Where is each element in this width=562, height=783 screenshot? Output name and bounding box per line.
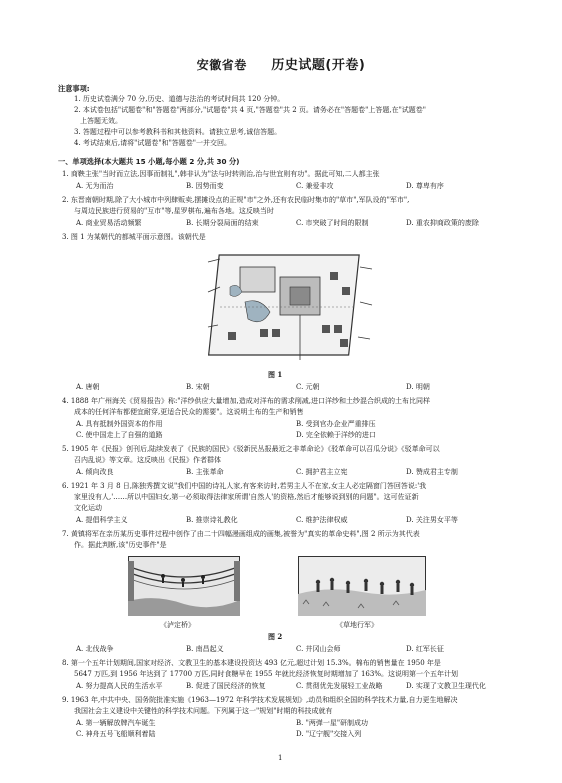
note-line: 3. 答题过程中可以参考教科书和其他资料。请独立思考,诚信答题。 [74,128,282,136]
option-a: A. 努力提高人民的生活水平 [76,682,163,690]
question-stem-cont: 召内乱说》等文章。这反映出《民报》作者群体 [74,456,221,464]
option-b: B. 长期分裂局面的结束 [186,219,259,227]
city-plan-figure [200,247,375,362]
option-d: D. 完全依赖于洋纱的进口 [296,431,376,439]
options-row [76,719,516,728]
option-a: A. 无为而治 [76,182,114,190]
question-stem-cont: 与周边民族进行贸易的"互市"等,星罗棋布,遍布各地。这反映当时 [74,207,274,215]
note-line: 4. 考试结束后,请将"试题卷"和"答题卷"一并交回。 [74,139,232,147]
option-a: A. 第一辆解放牌汽车诞生 [76,719,156,727]
option-d: D. 赞成君主专制 [406,468,458,476]
question-stem: 6. 1921 年 3 月 8 日,陈独秀撰文说"我们中国的诗礼人家,有客来访时,若男主人不在家,女主人必定隔窗门答回答说:'我 [62,482,427,490]
option-a: A. 倾向改良 [76,468,114,476]
option-c: C. 市突破了时间的限制 [296,219,369,227]
option-d: D. 重农抑商政策的废除 [406,219,479,227]
question-stem: 4. 1888 年广州海关《贸易报告》称:"洋纱供应大量增加,造成对洋布的需求削减,进口洋纱和土纱混合织成的土布比同样 [62,397,430,405]
option-a: A. 北伐战争 [76,645,114,653]
question-stem-cont: 文化运动 [74,504,102,512]
option-b: B. 受到官办企业严重排压 [296,420,376,428]
note-line: 上答题无效。 [80,117,122,125]
option-c: C. 兼爱非攻 [296,182,334,190]
luding-bridge-image [128,556,240,616]
note-line: 1. 历史试卷满分 70 分,历史、道德与法治的考试时间共 120 分钟。 [74,95,285,103]
options-row [76,682,516,691]
options-row [76,431,516,440]
option-b: B. 促进了国民经济的恢复 [186,682,266,690]
question-stem: 1. 商鞅主张"当时而立法,因事而制礼",韩非认为"法与时转则治,治与世宜则有功"。据此可知,二人都主张 [62,170,380,178]
option-d: D. 红军长征 [406,645,444,653]
question-stem: 8. 第一个五年计划期间,国家对经济、文教卫生的基本建设投资达 493 亿元,超过计划 15.3%。棉布的销售量在 1950 年是 [62,659,441,667]
question-stem: 3. 图 1 为某朝代的都城平面示意图。该朝代是 [62,233,206,241]
options-row [76,645,516,654]
note-line: 2. 本试卷包括"试题卷"和"答题卷"两部分,"试题卷"共 4 页,"答题卷"共 2 页。请务必在"答题卷"上答题,在"试题卷" [74,106,427,114]
option-b: B. 主张革命 [186,468,224,476]
subject-title: 历史试题(开卷) [271,58,366,73]
options-row [76,468,516,477]
option-c: C. 神舟五号飞船顺利着陆 [76,730,156,738]
options-row [76,182,516,191]
option-d: D. 尊卑有序 [406,182,444,190]
option-a: A. 唐朝 [76,383,100,391]
option-d: D. 明朝 [406,383,430,391]
question-stem-cont: 家里没有人,'……所以中国妇女,第一必须取得法律家所谓'自然人'的资格,然后才能够说到别的问题"。这可佐证新 [74,493,419,501]
option-b: B. "两弹一星"研制成功 [296,719,369,727]
option-b: B. 推崇诗礼教化 [186,516,238,524]
province-label: 安徽省卷 [196,58,247,72]
options-row [76,516,516,525]
options-row [76,420,516,429]
question-stem-cont: 作。据此判断,该"历史事件"是 [74,541,167,549]
option-c: C. 贯彻优先发展轻工业战略 [296,682,383,690]
option-b: B. 因势而变 [186,182,224,190]
figure-2-right-caption: 《草地行军》 [336,621,378,629]
figure-2-label: 图 2 [268,632,283,641]
option-c: C. 井冈山会师 [296,645,341,653]
option-c: C. 拥护君主立宪 [296,468,348,476]
exam-title [0,54,562,73]
section-heading: 一、单项选择(本大题共 15 小题,每小题 2 分,共 30 分) [58,157,240,166]
option-d: D. "辽宁舰"交接入列 [296,730,362,738]
options-row [76,219,516,228]
question-stem: 2. 东晋南朝时期,除了大小城市中列肆贩卖,摆摊设点的正规"市"之外,还有农民临时集市的"草市",军队设的"军市", [62,196,410,204]
question-stem-cont: 我国社会主义建设中关键性的科学技术问题。下列属于这一"规划"时期的科技成就有 [74,707,333,715]
question-stem: 9. 1963 年,中共中央、国务院批准实施《1963—1972 年科学技术发展规划》,动员和组织全国的科学技术力量,自力更生地解决 [62,696,458,704]
grassland-march-image [298,556,426,616]
question-stem: 5. 1905 年《民报》创刊后,陆续发表了《民族的国民》《驳新民丛报最近之非革命论》《驳革命可以召瓜分说》《驳革命可以 [62,445,440,453]
option-a: A. 具有抵制外国资本的作用 [76,420,163,428]
option-c: C. 使中国走上了自强的道路 [76,431,163,439]
notes-heading: 注意事项: [58,84,90,93]
option-b: B. 宋朝 [186,383,210,391]
question-stem: 7. 黄镇将军在亲历某历史事件过程中创作了由二十四幅漫画组成的画集,被誉为"真实的革命史料",图 2 所示为其代表 [62,530,420,538]
options-row [76,383,516,392]
question-stem-cont: 成本的任何洋布都便宜耐穿,更适合民众的需要"。这说明土布的生产和销售 [74,408,304,416]
option-d: D. 关注男女平等 [406,516,458,524]
option-c: C. 元朝 [296,383,320,391]
page-number: 1 [278,754,283,762]
option-d: D. 实现了文教卫生现代化 [406,682,486,690]
option-a: A. 商业贸易活动频繁 [76,219,142,227]
option-a: A. 提倡科学主义 [76,516,128,524]
option-b: B. 南昌起义 [186,645,224,653]
question-stem-cont: 5647 万匹,到 1956 年达到了 17700 万匹,同时食糖早在 1955 年就比经济恢复时期增加了 163%。这说明第一个五年计划 [74,670,458,678]
option-c: C. 维护法律权威 [296,516,348,524]
options-row [76,730,516,739]
figure-1-label: 图 1 [268,370,283,379]
figure-2-left-caption: 《泸定桥》 [160,621,195,629]
